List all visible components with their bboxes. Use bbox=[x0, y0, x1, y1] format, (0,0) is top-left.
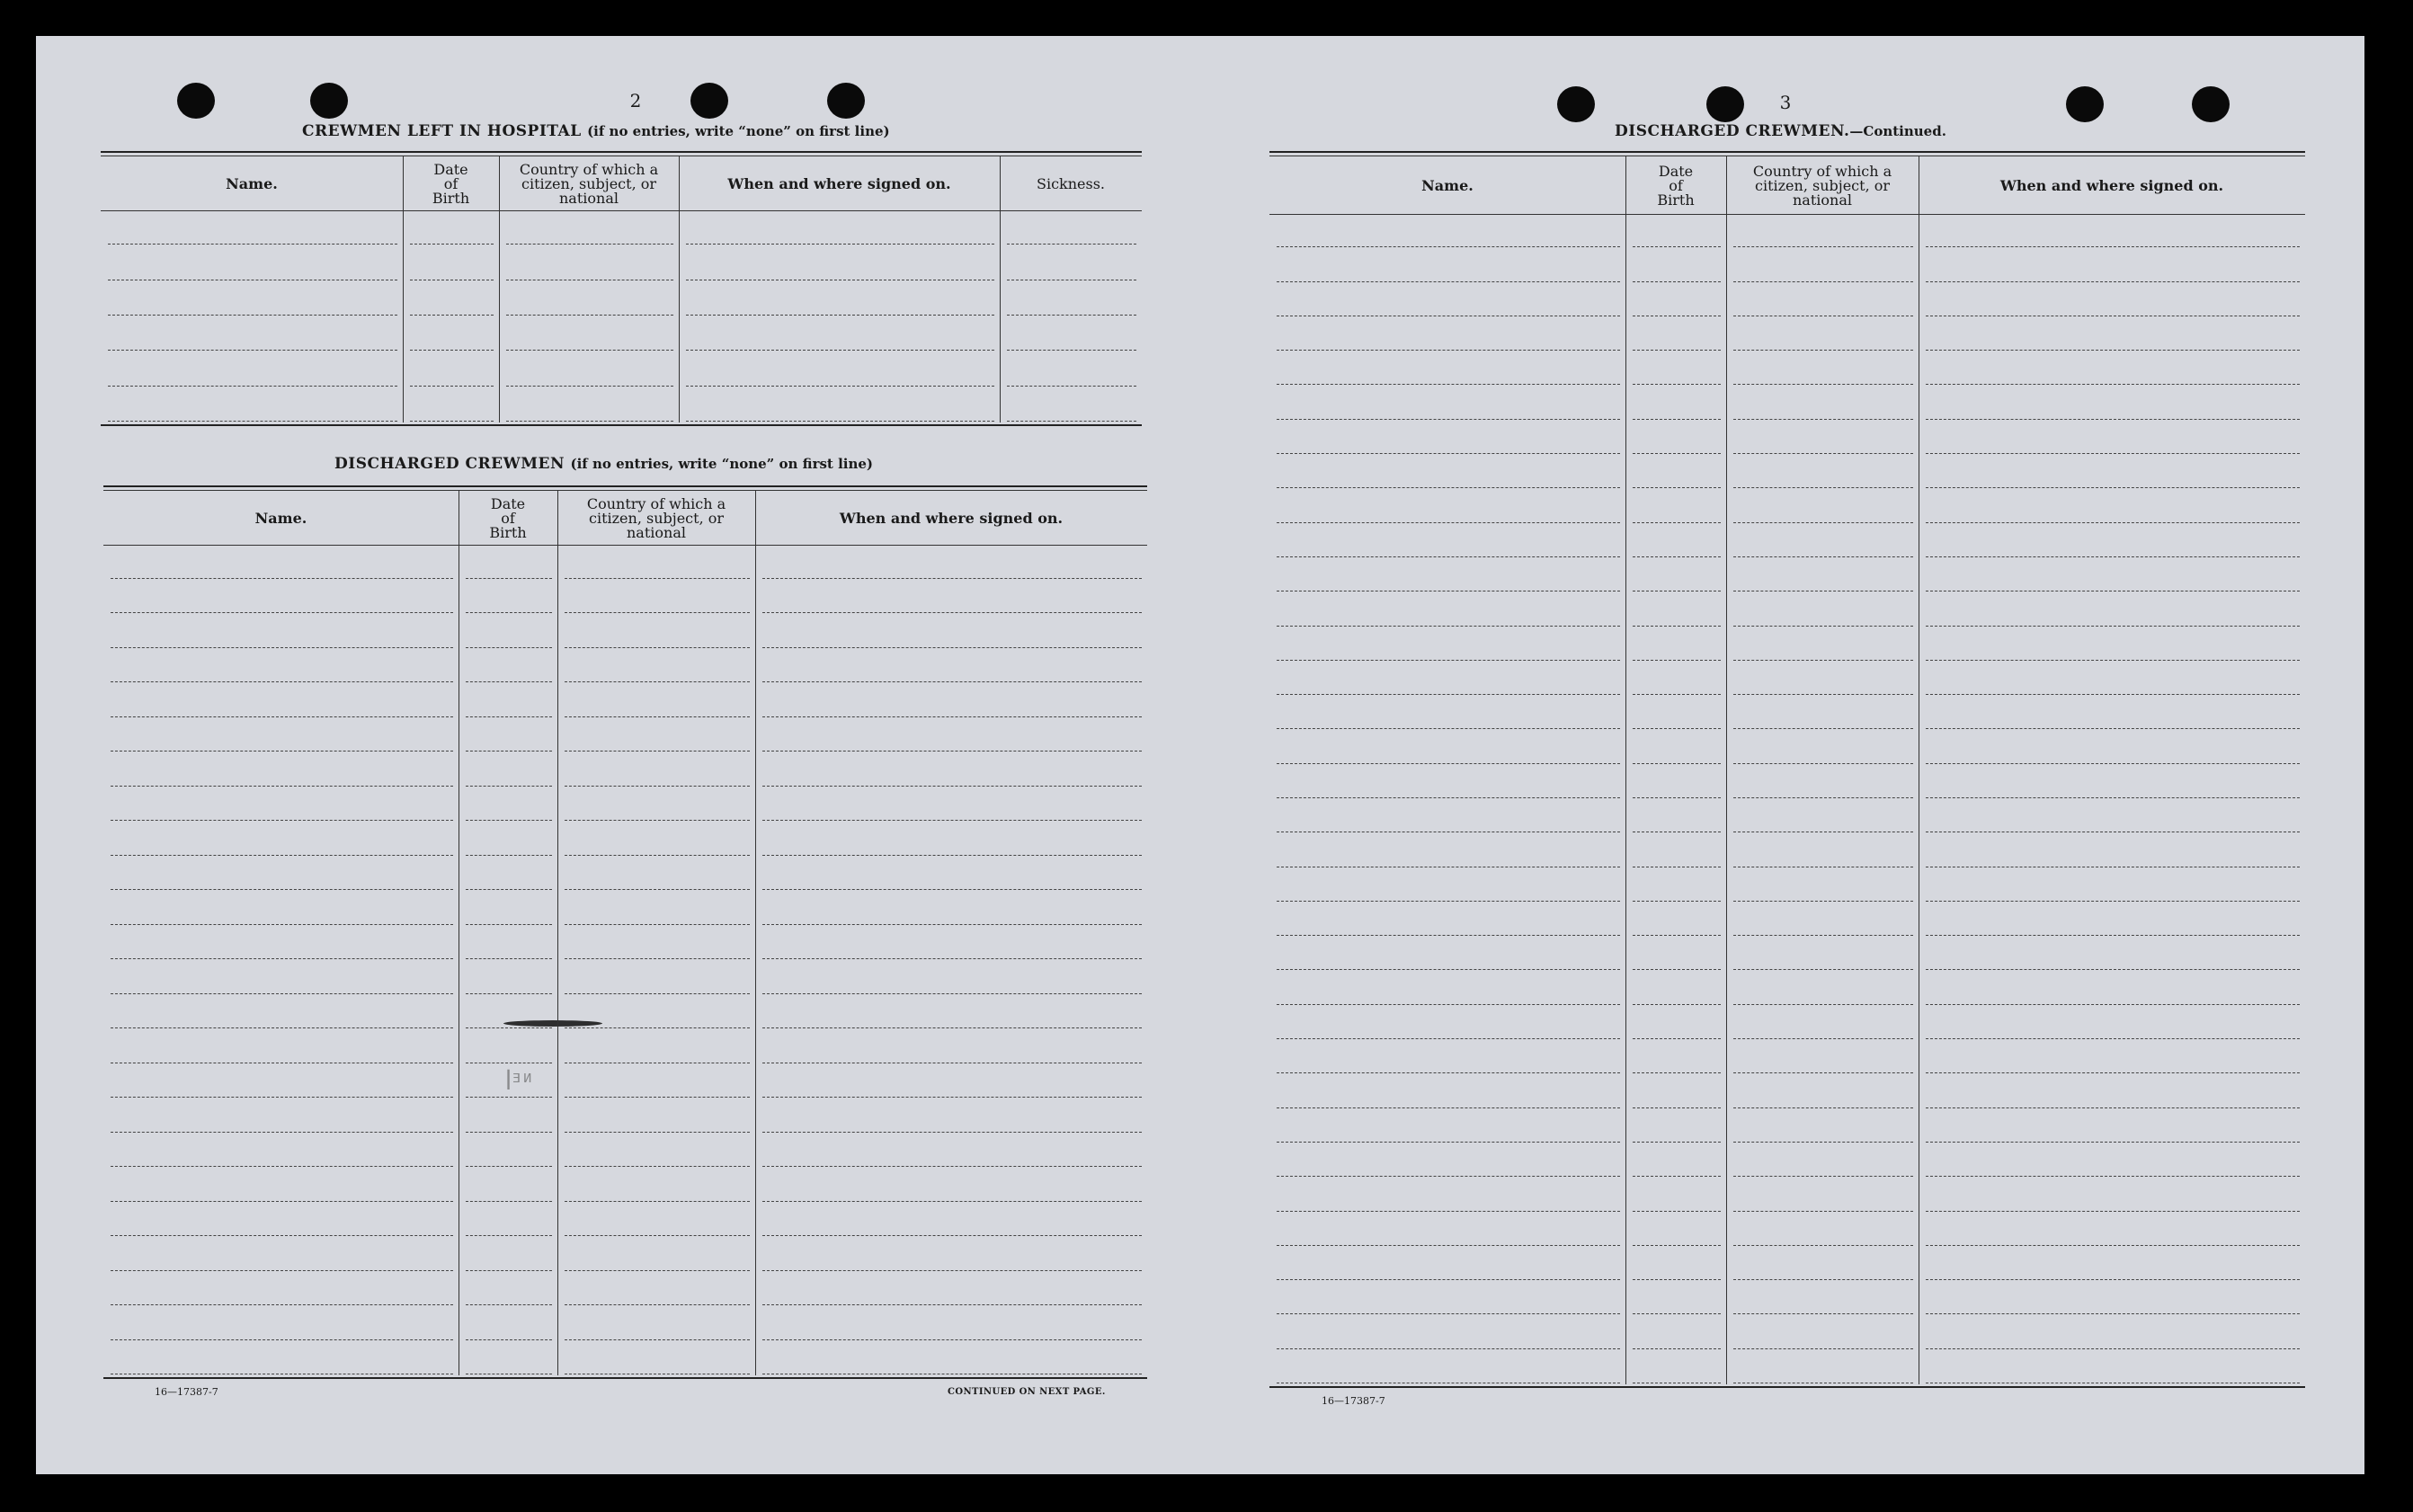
entry-line bbox=[111, 993, 453, 994]
entry-line bbox=[1633, 1211, 1721, 1212]
entry-line bbox=[111, 1270, 453, 1271]
entry-line bbox=[1733, 1072, 1913, 1073]
entry-line bbox=[1926, 694, 2300, 695]
entry-line bbox=[1733, 350, 1913, 351]
entry-line bbox=[686, 421, 994, 422]
entry-line bbox=[466, 1235, 552, 1236]
entry-line bbox=[1633, 556, 1721, 557]
column-divider bbox=[755, 491, 756, 1375]
punch-hole bbox=[2066, 86, 2104, 122]
entry-line bbox=[466, 751, 552, 752]
entry-line bbox=[1633, 1107, 1721, 1108]
entry-line bbox=[565, 1097, 750, 1098]
entry-line bbox=[1277, 1279, 1620, 1280]
entry-line bbox=[762, 958, 1142, 959]
form-number: 16—17387-7 bbox=[1322, 1395, 1385, 1407]
entry-line bbox=[1633, 969, 1721, 970]
entry-line bbox=[410, 386, 494, 387]
entry-line bbox=[1926, 1245, 2300, 1246]
entry-line bbox=[565, 647, 750, 648]
column-divider bbox=[499, 156, 500, 422]
entry-line bbox=[1926, 901, 2300, 902]
entry-line bbox=[1926, 1072, 2300, 1073]
entry-line bbox=[1733, 694, 1913, 695]
entry-line bbox=[1733, 1211, 1913, 1212]
entry-line bbox=[1926, 281, 2300, 282]
entry-line bbox=[1633, 384, 1721, 385]
page-number: 2 bbox=[629, 90, 642, 111]
entry-line bbox=[466, 820, 552, 821]
entry-line bbox=[1926, 797, 2300, 798]
entry-line bbox=[1277, 763, 1620, 764]
punch-hole bbox=[177, 83, 215, 119]
header-bottom-rule bbox=[103, 545, 1147, 546]
entry-line bbox=[466, 786, 552, 787]
entry-line bbox=[1277, 1038, 1620, 1039]
entry-line bbox=[111, 578, 453, 579]
entry-line bbox=[466, 578, 552, 579]
entry-line bbox=[762, 1097, 1142, 1098]
entry-line bbox=[466, 1132, 552, 1133]
entry-line bbox=[1926, 1313, 2300, 1314]
entry-line bbox=[410, 244, 494, 245]
entry-line bbox=[565, 1304, 750, 1305]
punch-hole bbox=[1557, 86, 1595, 122]
entry-line bbox=[1277, 384, 1620, 385]
entry-line bbox=[1277, 660, 1620, 661]
entry-line bbox=[1733, 797, 1913, 798]
entry-line bbox=[565, 1166, 750, 1167]
column-header: When and where signed on. bbox=[839, 510, 1064, 527]
entry-line bbox=[1926, 1107, 2300, 1108]
entry-line bbox=[1007, 421, 1136, 422]
entry-line bbox=[1633, 1348, 1721, 1349]
hospital-title: CREWMEN LEFT IN HOSPITAL bbox=[302, 122, 582, 140]
entry-line bbox=[565, 1027, 750, 1028]
entry-line bbox=[1277, 935, 1620, 936]
entry-line bbox=[565, 612, 750, 613]
entry-line bbox=[1633, 1072, 1721, 1073]
section-title-discharged bbox=[334, 455, 873, 473]
ink-smudge bbox=[503, 1020, 602, 1027]
entry-line bbox=[1633, 626, 1721, 627]
entry-line bbox=[1007, 315, 1136, 316]
entry-line bbox=[111, 889, 453, 890]
entry-line bbox=[1926, 1348, 2300, 1349]
entry-line bbox=[565, 716, 750, 717]
table-top-rule bbox=[103, 490, 1147, 491]
column-header: Date of Birth bbox=[489, 495, 527, 541]
entry-line bbox=[1277, 350, 1620, 351]
entry-line bbox=[1633, 1004, 1721, 1005]
entry-line bbox=[1277, 1348, 1620, 1349]
entry-line bbox=[1733, 1107, 1913, 1108]
entry-line bbox=[1633, 350, 1721, 351]
entry-line bbox=[466, 716, 552, 717]
entry-line bbox=[1926, 728, 2300, 729]
entry-line bbox=[1733, 1245, 1913, 1246]
entry-line bbox=[1733, 1279, 1913, 1280]
entry-line bbox=[1733, 453, 1913, 454]
entry-line bbox=[1633, 728, 1721, 729]
column-header: Date of Birth bbox=[432, 161, 470, 207]
entry-line bbox=[111, 1027, 453, 1028]
entry-line bbox=[1926, 453, 2300, 454]
entry-line bbox=[506, 350, 673, 351]
entry-line bbox=[1007, 386, 1136, 387]
entry-line bbox=[1277, 246, 1620, 247]
entry-line bbox=[466, 612, 552, 613]
entry-line bbox=[466, 889, 552, 890]
entry-line bbox=[1633, 1038, 1721, 1039]
entry-line bbox=[1277, 1313, 1620, 1314]
entry-line bbox=[108, 350, 397, 351]
entry-line bbox=[762, 1027, 1142, 1028]
entry-line bbox=[686, 244, 994, 245]
entry-line bbox=[1733, 660, 1913, 661]
entry-line bbox=[111, 612, 453, 613]
column-header: Name. bbox=[226, 175, 278, 192]
entry-line bbox=[565, 1270, 750, 1271]
entry-line bbox=[111, 1201, 453, 1202]
entry-line bbox=[565, 681, 750, 682]
column-header: Country of which a citizen, subject, or national bbox=[1752, 163, 1892, 209]
entry-line bbox=[1277, 522, 1620, 523]
entry-line bbox=[111, 716, 453, 717]
entry-line bbox=[1926, 487, 2300, 488]
entry-line bbox=[466, 855, 552, 856]
entry-line bbox=[1733, 1038, 1913, 1039]
entry-line bbox=[111, 1097, 453, 1098]
entry-line bbox=[1733, 487, 1913, 488]
entry-line bbox=[762, 1201, 1142, 1202]
entry-line bbox=[762, 924, 1142, 925]
entry-line bbox=[565, 855, 750, 856]
entry-line bbox=[1277, 1107, 1620, 1108]
entry-line bbox=[1926, 350, 2300, 351]
column-header: Country of which a citizen, subject, or national bbox=[519, 161, 659, 207]
entry-line bbox=[1926, 969, 2300, 970]
entry-line bbox=[1926, 660, 2300, 661]
entry-line bbox=[762, 681, 1142, 682]
entry-line bbox=[1277, 453, 1620, 454]
entry-line bbox=[1926, 1038, 2300, 1039]
entry-line bbox=[1277, 281, 1620, 282]
entry-line bbox=[1926, 935, 2300, 936]
entry-line bbox=[565, 751, 750, 752]
punch-hole bbox=[1706, 86, 1744, 122]
entry-line bbox=[1633, 660, 1721, 661]
entry-line bbox=[111, 786, 453, 787]
entry-line bbox=[762, 820, 1142, 821]
entry-line bbox=[466, 1027, 552, 1028]
entry-line bbox=[1633, 1142, 1721, 1143]
entry-line bbox=[1733, 901, 1913, 902]
entry-line bbox=[466, 681, 552, 682]
table-top-rule bbox=[103, 485, 1147, 487]
entry-line bbox=[565, 924, 750, 925]
entry-line bbox=[1633, 901, 1721, 902]
entry-line bbox=[1733, 281, 1913, 282]
entry-line bbox=[1633, 1313, 1721, 1314]
entry-line bbox=[410, 315, 494, 316]
entry-line bbox=[1733, 522, 1913, 523]
entry-line bbox=[1633, 1245, 1721, 1246]
entry-line bbox=[1277, 1176, 1620, 1177]
continued-label: —Continued. bbox=[1849, 123, 1946, 139]
entry-line bbox=[466, 993, 552, 994]
entry-line bbox=[1007, 350, 1136, 351]
entry-line bbox=[506, 315, 673, 316]
entry-line bbox=[1277, 1072, 1620, 1073]
entry-line bbox=[1733, 419, 1913, 420]
entry-line bbox=[1926, 419, 2300, 420]
entry-line bbox=[1926, 1279, 2300, 1280]
entry-line bbox=[1733, 1004, 1913, 1005]
entry-line bbox=[762, 1235, 1142, 1236]
entry-line bbox=[410, 421, 494, 422]
entry-line bbox=[1633, 763, 1721, 764]
entry-line bbox=[1633, 522, 1721, 523]
entry-line bbox=[1633, 453, 1721, 454]
entry-line bbox=[1926, 763, 2300, 764]
entry-line bbox=[111, 1166, 453, 1167]
entry-line bbox=[1926, 522, 2300, 523]
entry-line bbox=[506, 421, 673, 422]
entry-line bbox=[1633, 797, 1721, 798]
entry-line bbox=[1633, 246, 1721, 247]
entry-line bbox=[111, 924, 453, 925]
entry-line bbox=[1926, 556, 2300, 557]
entry-line bbox=[1277, 626, 1620, 627]
entry-line bbox=[111, 1235, 453, 1236]
entry-line bbox=[1733, 763, 1913, 764]
entry-line bbox=[565, 1235, 750, 1236]
entry-line bbox=[466, 1166, 552, 1167]
hospital-instruction: (if no entries, write “none” on first line) bbox=[587, 123, 890, 139]
entry-line bbox=[108, 315, 397, 316]
entry-line bbox=[1633, 281, 1721, 282]
entry-line bbox=[111, 1132, 453, 1133]
entry-line bbox=[1277, 419, 1620, 420]
table-bottom-rule bbox=[103, 1377, 1147, 1379]
column-divider bbox=[403, 156, 404, 422]
discharged-instruction: (if no entries, write “none” on first line) bbox=[570, 456, 874, 472]
entry-line bbox=[466, 647, 552, 648]
entry-line bbox=[762, 612, 1142, 613]
entry-line bbox=[1277, 969, 1620, 970]
entry-line bbox=[1277, 556, 1620, 557]
column-header: Name. bbox=[254, 510, 307, 527]
entry-line bbox=[466, 924, 552, 925]
entry-line bbox=[1277, 728, 1620, 729]
punch-hole bbox=[2192, 86, 2230, 122]
entry-line bbox=[506, 386, 673, 387]
column-divider bbox=[1000, 156, 1001, 422]
punch-hole bbox=[690, 83, 728, 119]
entry-line bbox=[1733, 969, 1913, 970]
entry-line bbox=[1926, 1142, 2300, 1143]
entry-line bbox=[1926, 246, 2300, 247]
discharged-continued-title: DISCHARGED CREWMEN. bbox=[1615, 122, 1850, 140]
entry-line bbox=[108, 421, 397, 422]
entry-line bbox=[111, 647, 453, 648]
page-number: 3 bbox=[1779, 92, 1792, 113]
entry-line bbox=[565, 786, 750, 787]
entry-line bbox=[762, 751, 1142, 752]
entry-line bbox=[1926, 1004, 2300, 1005]
entry-line bbox=[686, 386, 994, 387]
entry-line bbox=[1733, 935, 1913, 936]
entry-line bbox=[111, 958, 453, 959]
entry-line bbox=[1926, 1211, 2300, 1212]
punch-hole bbox=[827, 83, 865, 119]
entry-line bbox=[111, 681, 453, 682]
entry-line bbox=[466, 958, 552, 959]
entry-line bbox=[762, 578, 1142, 579]
entry-line bbox=[111, 1339, 453, 1340]
entry-line bbox=[1277, 797, 1620, 798]
header-bottom-rule bbox=[101, 210, 1142, 211]
entry-line bbox=[1733, 246, 1913, 247]
column-divider bbox=[557, 491, 558, 1375]
column-header: When and where signed on. bbox=[1999, 177, 2224, 194]
entry-line bbox=[762, 1132, 1142, 1133]
table-bottom-rule bbox=[101, 424, 1142, 426]
entry-line bbox=[1733, 384, 1913, 385]
entry-line bbox=[1277, 1142, 1620, 1143]
entry-line bbox=[111, 855, 453, 856]
entry-line bbox=[1733, 626, 1913, 627]
entry-line bbox=[1733, 1313, 1913, 1314]
entry-line bbox=[111, 820, 453, 821]
entry-line bbox=[762, 889, 1142, 890]
column-divider bbox=[679, 156, 680, 422]
entry-line bbox=[1277, 487, 1620, 488]
column-header: Name. bbox=[1421, 177, 1474, 194]
entry-line bbox=[1277, 694, 1620, 695]
table-top-rule bbox=[101, 151, 1142, 153]
entry-line bbox=[466, 1339, 552, 1340]
entry-line bbox=[1733, 728, 1913, 729]
entry-line bbox=[1633, 1176, 1721, 1177]
entry-line bbox=[565, 889, 750, 890]
entry-line bbox=[108, 386, 397, 387]
entry-line bbox=[686, 350, 994, 351]
entry-line bbox=[1633, 935, 1721, 936]
entry-line bbox=[762, 786, 1142, 787]
continued-note: CONTINUED ON NEXT PAGE. bbox=[948, 1387, 1106, 1397]
entry-line bbox=[1277, 1245, 1620, 1246]
entry-line bbox=[565, 958, 750, 959]
section-title-discharged-continued bbox=[1615, 122, 1946, 140]
entry-line bbox=[466, 1097, 552, 1098]
discharged-title: DISCHARGED CREWMEN bbox=[334, 455, 565, 473]
entry-line bbox=[565, 1339, 750, 1340]
entry-line bbox=[1007, 244, 1136, 245]
entry-line bbox=[466, 1201, 552, 1202]
entry-line bbox=[565, 820, 750, 821]
entry-line bbox=[565, 993, 750, 994]
entry-line bbox=[1733, 1176, 1913, 1177]
entry-line bbox=[1277, 1004, 1620, 1005]
column-header: Sickness. bbox=[1036, 175, 1105, 192]
section-title-hospital bbox=[302, 122, 890, 140]
header-bottom-rule bbox=[1269, 214, 2305, 215]
entry-line bbox=[466, 1304, 552, 1305]
entry-line bbox=[762, 1304, 1142, 1305]
entry-line bbox=[762, 1339, 1142, 1340]
entry-line bbox=[762, 855, 1142, 856]
entry-line bbox=[762, 1166, 1142, 1167]
column-header: When and where signed on. bbox=[727, 175, 951, 192]
entry-line bbox=[410, 350, 494, 351]
punch-hole bbox=[310, 83, 348, 119]
entry-line bbox=[565, 578, 750, 579]
entry-line bbox=[762, 993, 1142, 994]
entry-line bbox=[506, 244, 673, 245]
entry-line bbox=[108, 244, 397, 245]
entry-line bbox=[1926, 626, 2300, 627]
table-bottom-rule bbox=[1269, 1386, 2305, 1388]
entry-line bbox=[1633, 1279, 1721, 1280]
entry-line bbox=[1633, 419, 1721, 420]
entry-line bbox=[686, 315, 994, 316]
entry-line bbox=[1633, 487, 1721, 488]
entry-line bbox=[1733, 1142, 1913, 1143]
entry-line bbox=[762, 716, 1142, 717]
form-number: 16—17387-7 bbox=[155, 1386, 218, 1398]
entry-line bbox=[762, 647, 1142, 648]
entry-line bbox=[762, 1270, 1142, 1271]
column-header: Country of which a citizen, subject, or national bbox=[586, 495, 726, 541]
entry-line bbox=[1733, 556, 1913, 557]
document-sheet bbox=[36, 36, 2364, 1474]
column-header: Date of Birth bbox=[1657, 163, 1695, 209]
entry-line bbox=[565, 1201, 750, 1202]
entry-line bbox=[111, 1304, 453, 1305]
column-divider bbox=[1625, 156, 1626, 1384]
entry-line bbox=[1926, 1176, 2300, 1177]
entry-line bbox=[466, 1270, 552, 1271]
column-divider bbox=[1726, 156, 1727, 1384]
entry-line bbox=[111, 751, 453, 752]
entry-line bbox=[1277, 901, 1620, 902]
entry-line bbox=[1926, 384, 2300, 385]
entry-line bbox=[1733, 1348, 1913, 1349]
faint-stamp-mark: ꟾᴲᴻ bbox=[505, 1070, 532, 1095]
entry-line bbox=[1277, 1211, 1620, 1212]
entry-line bbox=[565, 1132, 750, 1133]
table-top-rule bbox=[1269, 151, 2305, 153]
entry-line bbox=[1633, 694, 1721, 695]
